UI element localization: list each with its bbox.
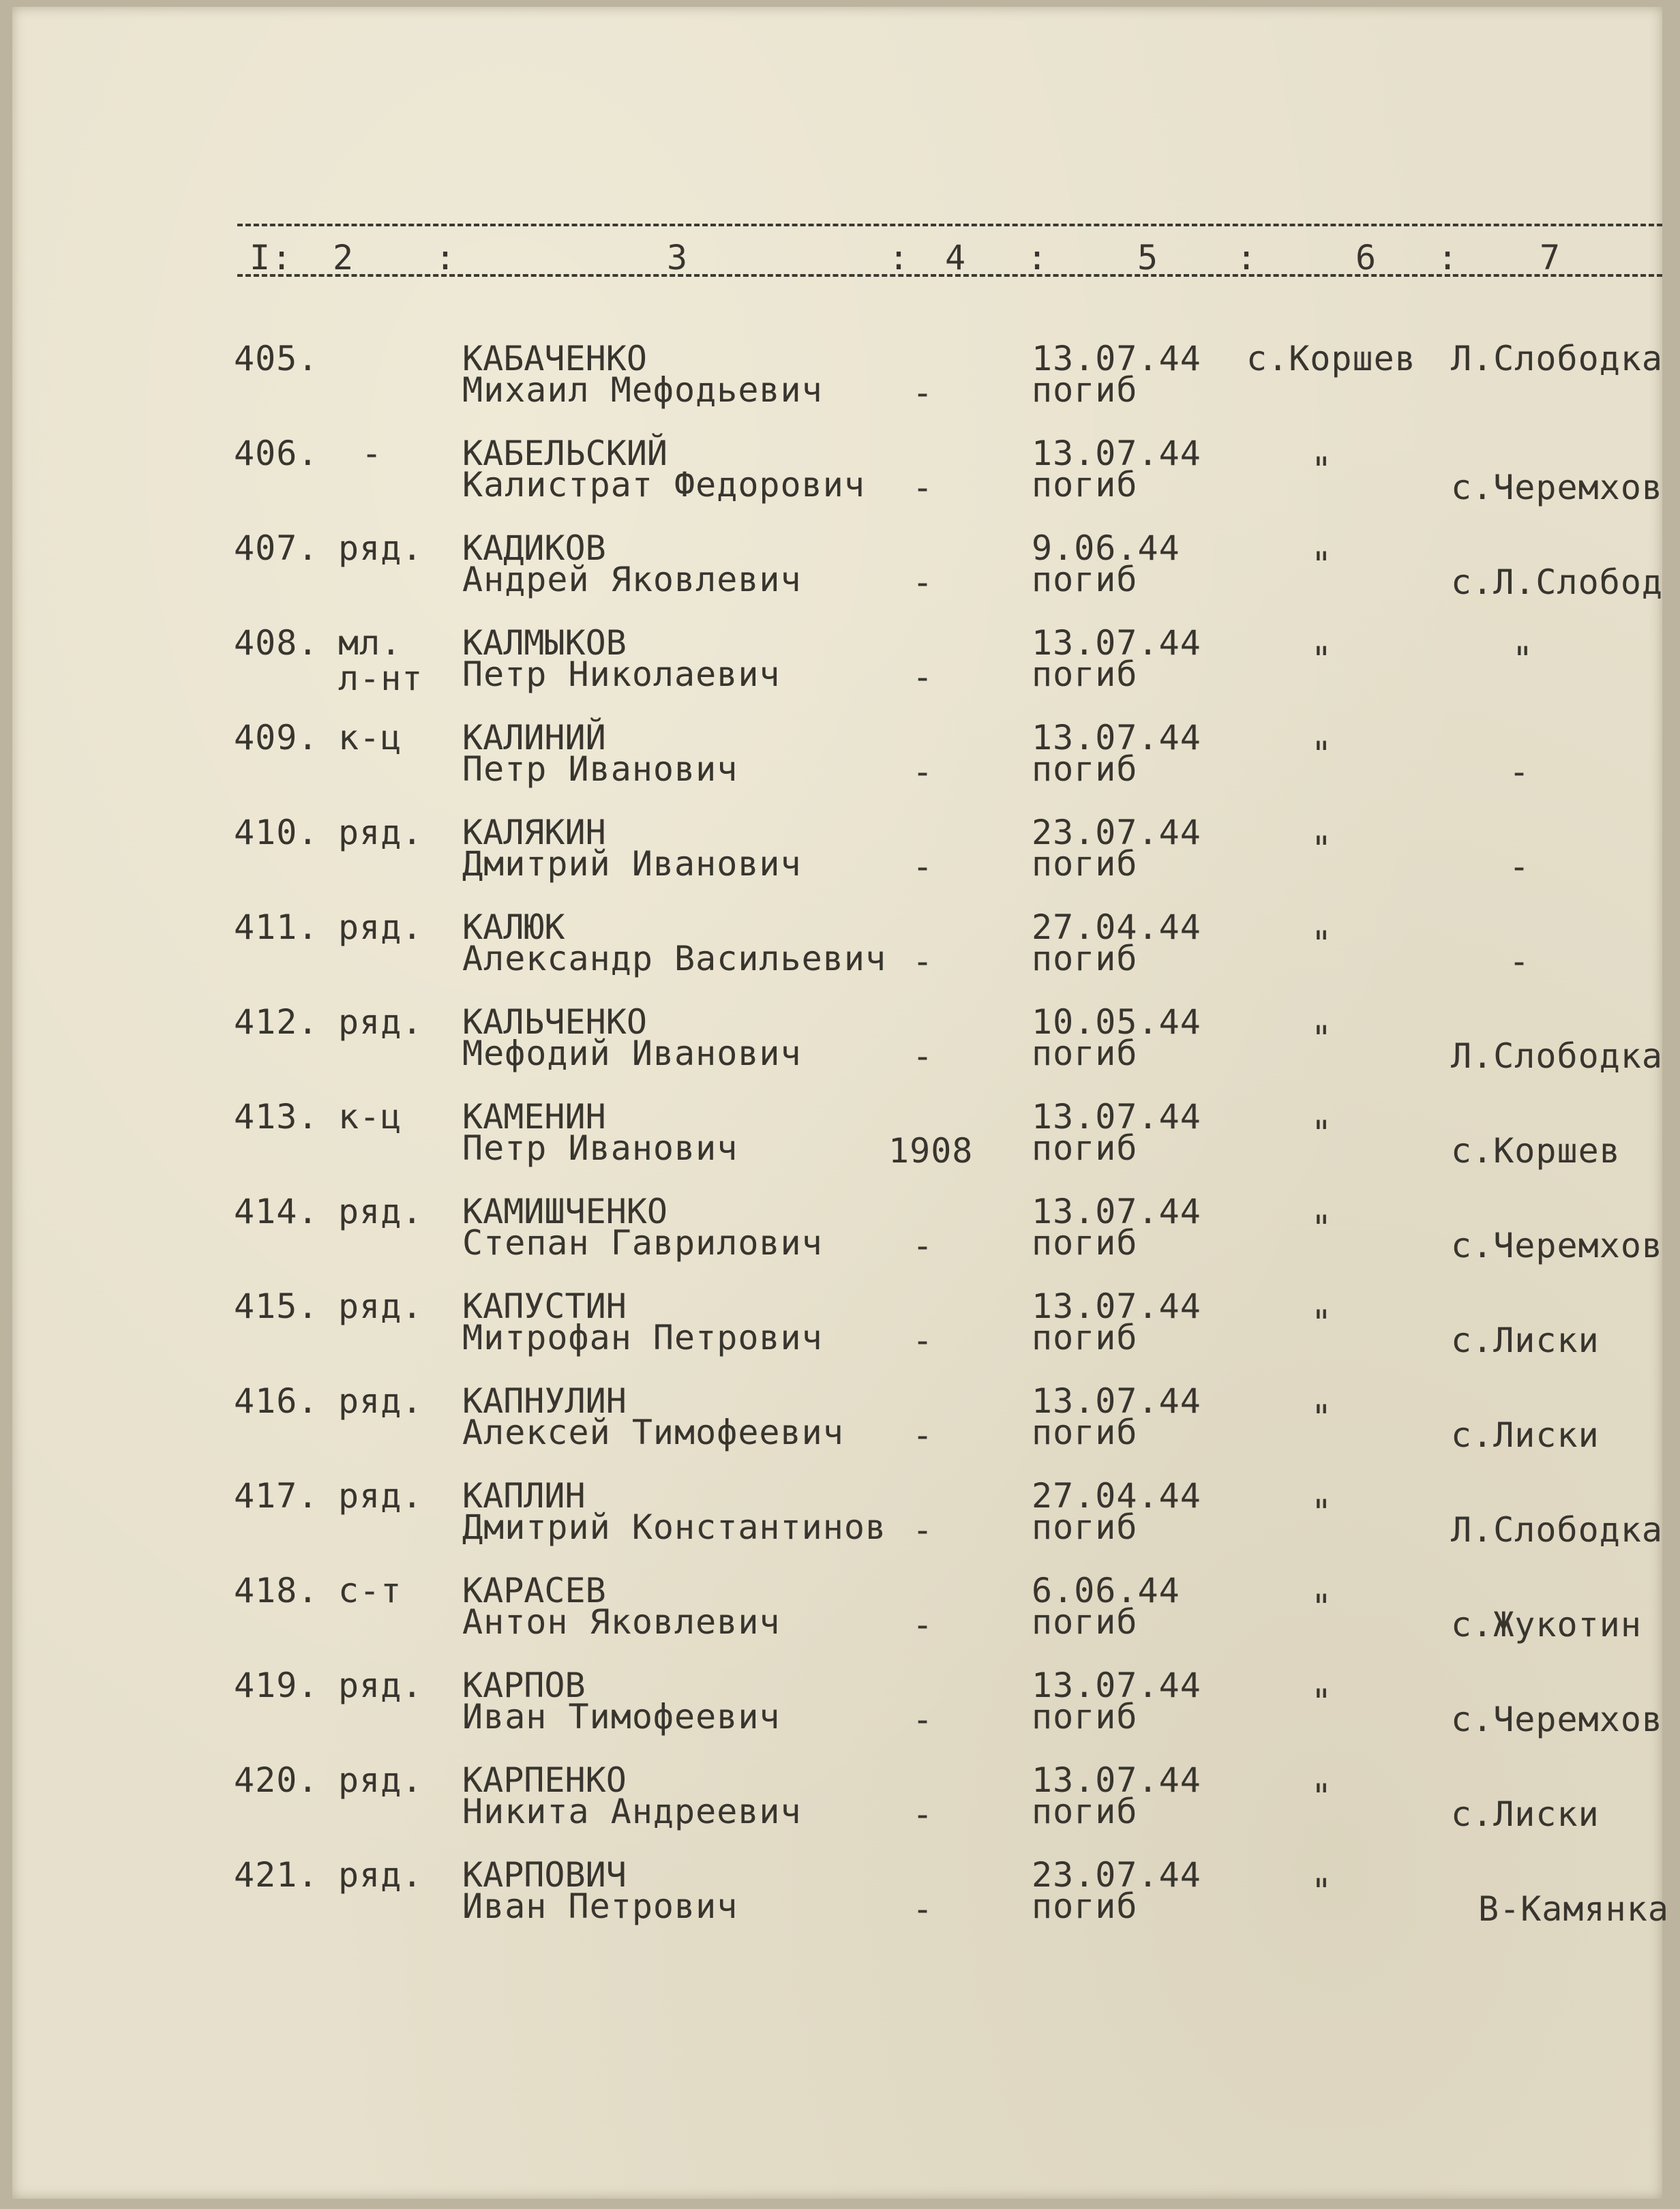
record-row — [12, 907, 1662, 1005]
date-of-death: 13.07.44 — [1032, 718, 1201, 757]
column-number-1: I — [250, 238, 271, 277]
surname: КАБАЧЕНКО — [462, 339, 647, 378]
home-village: - — [1509, 847, 1531, 886]
birth-year: - — [912, 1700, 934, 1739]
burial-place: " — [1311, 1492, 1333, 1532]
given-name: Калистрат Федорович — [462, 465, 865, 505]
given-name: Дмитрий Иванович — [462, 844, 802, 884]
surname: КАПУСТИН — [462, 1287, 627, 1326]
given-name: Алексей Тимофеевич — [462, 1413, 844, 1452]
rank: ряд. — [338, 1476, 423, 1516]
date-of-death: 13.07.44 — [1032, 1192, 1201, 1231]
surname: КАЛЮК — [462, 907, 565, 947]
birth-year: - — [912, 942, 934, 981]
burial-place: " — [1311, 545, 1333, 584]
column-separator: : — [1027, 238, 1049, 277]
record-row — [12, 1289, 1662, 1384]
home-village: Л.Слободка — [1451, 339, 1664, 378]
record-number: 419. — [234, 1666, 319, 1705]
record-row — [12, 720, 1662, 815]
surname: КАДИКОВ — [462, 528, 606, 568]
date-of-death: 13.07.44 — [1032, 623, 1201, 663]
rank: к-ц — [338, 1097, 402, 1137]
header-rule-top — [237, 224, 1662, 226]
record-number: 407. — [234, 528, 319, 568]
date-of-death: 13.07.44 — [1032, 1760, 1201, 1800]
column-separator: : — [435, 238, 457, 277]
record-number: 421. — [234, 1855, 319, 1895]
surname: КАБЕЛЬСКИЙ — [462, 434, 668, 473]
burial-place: " — [1311, 1872, 1333, 1911]
birth-year: - — [912, 1415, 934, 1455]
surname: КАРПЕНКО — [462, 1760, 627, 1800]
surname: КАПЛИН — [462, 1476, 586, 1516]
given-name: Андрей Яковлевич — [462, 560, 802, 599]
birth-year: - — [912, 847, 934, 886]
record-row — [12, 530, 1662, 626]
home-village: с.Черемхов — [1451, 1226, 1664, 1265]
date-of-death: 27.04.44 — [1032, 907, 1201, 947]
home-village: - — [1509, 942, 1531, 981]
rank: ряд. — [338, 1381, 423, 1421]
burial-place: " — [1311, 829, 1333, 869]
fate: погиб — [1032, 1223, 1138, 1263]
column-number-5: 5 — [1137, 238, 1159, 277]
home-village: " — [1512, 640, 1534, 679]
date-of-death: 9.06.44 — [1032, 528, 1180, 568]
record-number: 409. — [234, 718, 319, 757]
column-separator: : — [888, 238, 910, 277]
birth-year: - — [912, 752, 934, 792]
home-village: с.Черемхов — [1451, 1700, 1664, 1739]
record-number: 405. — [234, 339, 319, 378]
column-number-3: 3 — [667, 238, 689, 277]
rank-line-2: л-нт — [338, 659, 423, 698]
home-village: - — [1509, 752, 1531, 792]
fate: погиб — [1032, 1887, 1138, 1926]
burial-place: " — [1311, 1777, 1333, 1816]
record-number: 420. — [234, 1760, 319, 1800]
given-name: Петр Иванович — [462, 749, 738, 789]
column-separator: : — [271, 238, 293, 277]
record-row — [12, 1383, 1662, 1479]
home-village: с.Лиски — [1451, 1415, 1600, 1455]
fate: погиб — [1032, 1413, 1138, 1452]
header-rule-bottom — [237, 274, 1662, 277]
given-name: Степан Гаврилович — [462, 1223, 823, 1263]
record-number: 417. — [234, 1476, 319, 1516]
record-number: 410. — [234, 813, 319, 852]
record-number: 416. — [234, 1381, 319, 1421]
record-number: 411. — [234, 907, 319, 947]
date-of-death: 10.05.44 — [1032, 1002, 1201, 1042]
fate: погиб — [1032, 1792, 1138, 1831]
burial-place: " — [1311, 1303, 1333, 1342]
rank: ряд. — [338, 813, 423, 852]
record-row — [12, 436, 1662, 531]
date-of-death: 13.07.44 — [1032, 1381, 1201, 1421]
birth-year: - — [912, 1226, 934, 1265]
record-row — [12, 1855, 1669, 1953]
surname: КАЛМЫКОВ — [462, 623, 627, 663]
given-name: Михаил Мефодьевич — [462, 370, 823, 410]
fate: погиб — [1032, 655, 1138, 694]
document-page — [12, 7, 1669, 2199]
given-name: Антон Яковлевич — [462, 1602, 781, 1642]
fate: погиб — [1032, 1697, 1138, 1737]
record-row — [12, 1194, 1662, 1289]
record-row — [12, 1762, 1662, 1858]
column-number-7: 7 — [1540, 238, 1561, 277]
record-number: 413. — [234, 1097, 319, 1137]
burial-place: " — [1311, 1587, 1333, 1627]
record-row — [12, 1478, 1662, 1574]
burial-place: с.Коршев — [1246, 339, 1416, 378]
fate: погиб — [1032, 1034, 1138, 1073]
date-of-death: 13.07.44 — [1032, 1097, 1201, 1137]
fate: погиб — [1032, 1507, 1138, 1547]
burial-place: " — [1311, 734, 1333, 774]
home-village: с.Жукотин — [1451, 1605, 1642, 1644]
fate: погиб — [1032, 749, 1138, 789]
rank: ряд. — [338, 907, 423, 947]
home-village: Л.Слободка — [1451, 1036, 1664, 1076]
fate: погиб — [1032, 1128, 1138, 1168]
burial-place: " — [1311, 1113, 1333, 1153]
birth-year: 1908 — [888, 1131, 974, 1171]
record-row — [12, 625, 1662, 721]
record-row — [12, 1099, 1662, 1194]
birth-year: - — [912, 1510, 934, 1550]
birth-year: - — [912, 1036, 934, 1076]
date-of-death: 23.07.44 — [1032, 813, 1201, 852]
rank: ряд. — [338, 1287, 423, 1326]
surname: КАРПОВ — [462, 1666, 586, 1705]
record-row — [12, 341, 1662, 436]
rank: - — [361, 434, 383, 473]
home-village: с.Лиски — [1451, 1794, 1600, 1834]
rank: ряд. — [338, 1666, 423, 1705]
surname: КАРПОВИЧ — [462, 1855, 627, 1895]
record-row — [12, 1573, 1662, 1668]
rank: с-т — [338, 1571, 402, 1610]
column-number-4: 4 — [945, 238, 967, 277]
column-number-6: 6 — [1355, 238, 1377, 277]
birth-year: - — [912, 1321, 934, 1360]
given-name: Иван Петрович — [462, 1887, 738, 1926]
burial-place: " — [1311, 1208, 1333, 1248]
record-row — [12, 1004, 1662, 1100]
rank: ряд. — [338, 1002, 423, 1042]
date-of-death: 27.04.44 — [1032, 1476, 1201, 1516]
record-number: 414. — [234, 1192, 319, 1231]
surname: КАЛЬЧЕНКО — [462, 1002, 647, 1042]
surname: КАМИШЧЕНКО — [462, 1192, 668, 1231]
column-separator: : — [1437, 238, 1459, 277]
record-row — [12, 1668, 1662, 1763]
given-name: Митрофан Петрович — [462, 1318, 823, 1357]
date-of-death: 13.07.44 — [1032, 1666, 1201, 1705]
given-name: Иван Тимофеевич — [462, 1697, 781, 1737]
date-of-death: 6.06.44 — [1032, 1571, 1180, 1610]
record-number: 408. — [234, 623, 319, 663]
date-of-death: 13.07.44 — [1032, 434, 1201, 473]
fate: погиб — [1032, 465, 1138, 505]
date-of-death: 13.07.44 — [1032, 339, 1201, 378]
burial-place: " — [1311, 640, 1333, 679]
home-village: с.Черемхов — [1451, 468, 1664, 507]
burial-place: " — [1311, 1398, 1333, 1437]
birth-year: - — [912, 657, 934, 697]
record-number: 415. — [234, 1287, 319, 1326]
given-name: Петр Николаевич — [462, 655, 781, 694]
column-separator: : — [1236, 238, 1258, 277]
fate: погиб — [1032, 844, 1138, 884]
given-name: Мефодий Иванович — [462, 1034, 802, 1073]
surname: КАРАСЕВ — [462, 1571, 606, 1610]
birth-year: - — [912, 1889, 934, 1929]
burial-place: " — [1311, 924, 1333, 963]
birth-year: - — [912, 468, 934, 507]
record-number: 406. — [234, 434, 319, 473]
birth-year: - — [912, 1605, 934, 1644]
home-village: Л.Слободка — [1451, 1510, 1664, 1550]
surname: КАЛЯКИН — [462, 813, 606, 852]
given-name: Никита Андреевич — [462, 1792, 802, 1831]
record-row — [12, 815, 1662, 910]
birth-year: - — [912, 562, 934, 602]
home-village: с.Лиски — [1451, 1321, 1600, 1360]
birth-year: - — [912, 1794, 934, 1834]
column-number-2: 2 — [333, 238, 355, 277]
fate: погиб — [1032, 1318, 1138, 1357]
rank: к-ц — [338, 718, 402, 757]
surname: КАЛИНИЙ — [462, 718, 606, 757]
date-of-death: 23.07.44 — [1032, 1855, 1201, 1895]
fate: погиб — [1032, 939, 1138, 978]
rank: ряд. — [338, 1855, 423, 1895]
fate: погиб — [1032, 560, 1138, 599]
surname: КАПНУЛИН — [462, 1381, 627, 1421]
record-number: 418. — [234, 1571, 319, 1610]
surname: КАМЕНИН — [462, 1097, 606, 1137]
rank: ряд. — [338, 1760, 423, 1800]
fate: погиб — [1032, 1602, 1138, 1642]
home-village: с.Л.Слобод — [1451, 562, 1664, 602]
home-village: с.Коршев — [1451, 1131, 1621, 1171]
rank: мл. — [338, 623, 402, 663]
home-village: В-Камянка — [1478, 1889, 1669, 1929]
date-of-death: 13.07.44 — [1032, 1287, 1201, 1326]
birth-year: - — [912, 373, 934, 412]
record-number: 412. — [234, 1002, 319, 1042]
given-name: Петр Иванович — [462, 1128, 738, 1168]
rank: ряд. — [338, 1192, 423, 1231]
rank: ряд. — [338, 528, 423, 568]
burial-place: " — [1311, 450, 1333, 490]
given-name: Александр Васильевич — [462, 939, 887, 978]
burial-place: " — [1311, 1019, 1333, 1058]
burial-place: " — [1311, 1682, 1333, 1722]
fate: погиб — [1032, 370, 1138, 410]
given-name: Дмитрий Константинов — [462, 1507, 887, 1547]
